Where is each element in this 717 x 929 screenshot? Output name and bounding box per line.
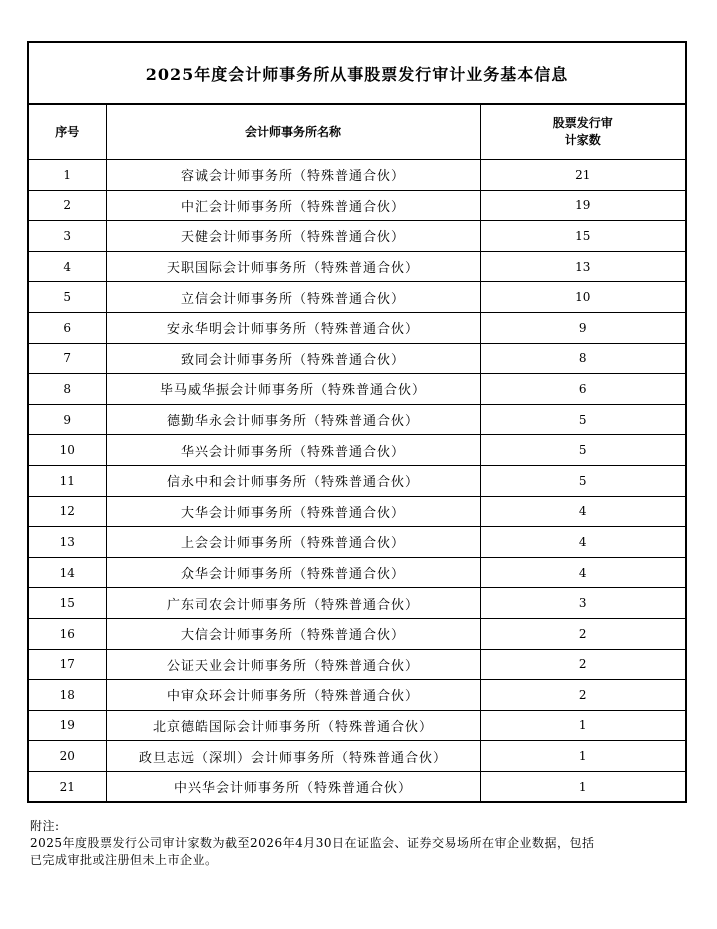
row-firm-name: 毕马威华振会计师事务所（特殊普通合伙） [106,374,480,405]
row-index: 14 [28,557,106,588]
row-firm-name: 华兴会计师事务所（特殊普通合伙） [106,435,480,466]
row-audit-count: 1 [480,741,686,772]
row-audit-count: 10 [480,282,686,313]
row-audit-count: 5 [480,465,686,496]
row-index: 3 [28,221,106,252]
row-audit-count: 19 [480,190,686,221]
table-row [28,710,686,741]
row-index: 16 [28,618,106,649]
row-firm-name: 北京德皓国际会计师事务所（特殊普通合伙） [106,710,480,741]
table-body [28,160,686,803]
row-index: 6 [28,312,106,343]
row-firm-name: 广东司农会计师事务所（特殊普通合伙） [106,588,480,619]
row-firm-name: 天健会计师事务所（特殊普通合伙） [106,221,480,252]
row-audit-count: 5 [480,404,686,435]
row-index: 19 [28,710,106,741]
table-row [28,771,686,802]
row-audit-count: 3 [480,588,686,619]
row-firm-name: 众华会计师事务所（特殊普通合伙） [106,557,480,588]
footnote-line-2: 已完成审批或注册但未上市企业。 [30,853,218,867]
row-firm-name: 容诚会计师事务所（特殊普通合伙） [106,160,480,191]
row-firm-name: 大信会计师事务所（特殊普通合伙） [106,618,480,649]
table-row [28,312,686,343]
row-index: 4 [28,251,106,282]
table-row [28,588,686,619]
row-index: 10 [28,435,106,466]
row-firm-name: 安永华明会计师事务所（特殊普通合伙） [106,312,480,343]
row-audit-count: 4 [480,496,686,527]
row-firm-name: 上会会计师事务所（特殊普通合伙） [106,527,480,558]
row-firm-name: 立信会计师事务所（特殊普通合伙） [106,282,480,313]
row-index: 20 [28,741,106,772]
row-audit-count: 5 [480,435,686,466]
row-index: 9 [28,404,106,435]
table-row [28,221,686,252]
row-index: 1 [28,160,106,191]
table-row [28,282,686,313]
row-firm-name: 天职国际会计师事务所（特殊普通合伙） [106,251,480,282]
row-firm-name: 政旦志远（深圳）会计师事务所（特殊普通合伙） [106,741,480,772]
table-row [28,190,686,221]
header-audit-count [480,104,686,160]
row-firm-name: 信永中和会计师事务所（特殊普通合伙） [106,465,480,496]
row-firm-name: 中审众环会计师事务所（特殊普通合伙） [106,680,480,711]
audit-firms-table [27,41,687,803]
table-row [28,435,686,466]
table-row [28,465,686,496]
table-row [28,343,686,374]
table-title: 2025年度会计师事务所从事股票发行审计业务基本信息 [28,42,686,104]
row-index: 2 [28,190,106,221]
row-index: 21 [28,771,106,802]
header-firm-name: 会计师事务所名称 [106,104,480,160]
row-index: 15 [28,588,106,619]
row-audit-count: 4 [480,557,686,588]
row-index: 12 [28,496,106,527]
header-index: 序号 [28,104,106,160]
row-audit-count: 4 [480,527,686,558]
table-row [28,680,686,711]
row-audit-count: 6 [480,374,686,405]
row-audit-count: 1 [480,710,686,741]
row-index: 8 [28,374,106,405]
row-audit-count: 9 [480,312,686,343]
row-index: 11 [28,465,106,496]
table-header-row [28,104,686,160]
row-audit-count: 2 [480,649,686,680]
table-row [28,374,686,405]
table-row [28,649,686,680]
row-audit-count: 2 [480,680,686,711]
row-audit-count: 15 [480,221,686,252]
row-firm-name: 德勤华永会计师事务所（特殊普通合伙） [106,404,480,435]
table-row [28,618,686,649]
header-audit-count-label: 股票发行审计家数 [552,116,613,147]
row-firm-name: 中汇会计师事务所（特殊普通合伙） [106,190,480,221]
row-firm-name: 大华会计师事务所（特殊普通合伙） [106,496,480,527]
row-index: 18 [28,680,106,711]
row-audit-count: 2 [480,618,686,649]
row-firm-name: 公证天业会计师事务所（特殊普通合伙） [106,649,480,680]
table-row [28,404,686,435]
row-firm-name: 中兴华会计师事务所（特殊普通合伙） [106,771,480,802]
row-audit-count: 13 [480,251,686,282]
row-index: 7 [28,343,106,374]
table-row [28,496,686,527]
row-firm-name: 致同会计师事务所（特殊普通合伙） [106,343,480,374]
row-index: 13 [28,527,106,558]
table-row [28,527,686,558]
row-index: 5 [28,282,106,313]
document [27,41,685,803]
table-title-row [28,42,686,104]
row-audit-count: 8 [480,343,686,374]
row-audit-count: 21 [480,160,686,191]
table-row [28,557,686,588]
row-audit-count: 1 [480,771,686,802]
footnote [30,818,680,869]
table-row [28,741,686,772]
footnote-line-1: 2025年度股票发行公司审计家数为截至2026年4月30日在证监会、证券交易场所在审企业数据，包括 [30,836,595,850]
row-index: 17 [28,649,106,680]
footnote-label: 附注: [30,819,60,833]
table-row [28,251,686,282]
table-row [28,160,686,191]
